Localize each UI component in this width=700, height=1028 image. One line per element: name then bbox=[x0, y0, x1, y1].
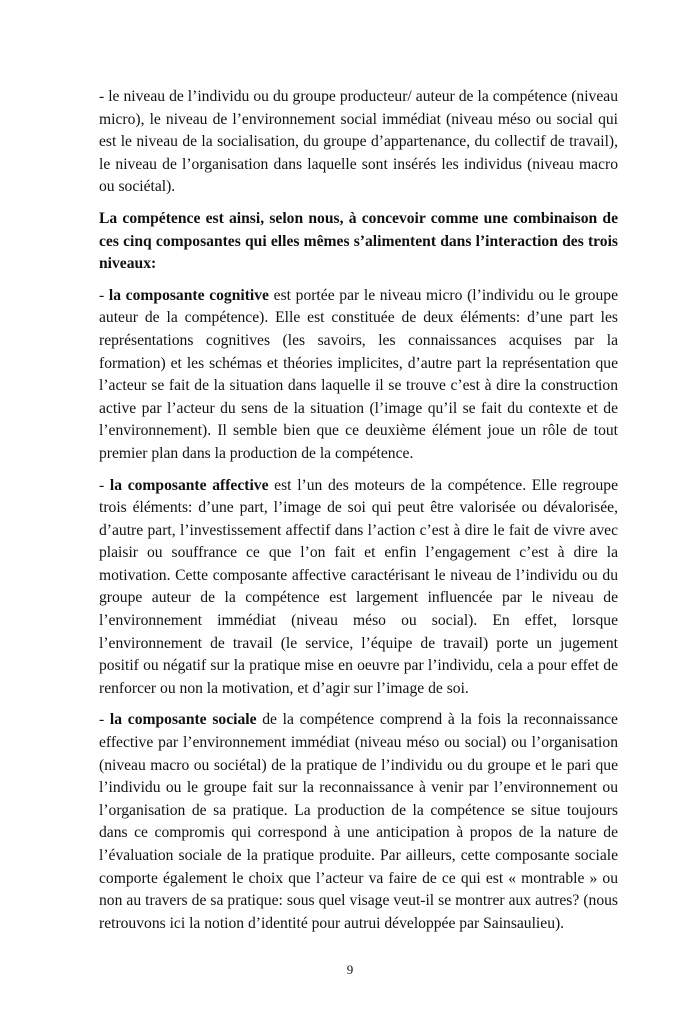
list-dash: - bbox=[99, 711, 110, 729]
paragraph-affective-component bbox=[99, 475, 618, 701]
list-dash: - bbox=[99, 286, 109, 304]
page-number: 9 bbox=[346, 962, 354, 977]
document-page bbox=[99, 86, 618, 944]
term-cognitive: la composante cognitive bbox=[108, 286, 269, 304]
term-affective: la composante affective bbox=[109, 476, 269, 494]
paragraph-body: est portée par le niveau micro (l’individu ou le groupe auteur de la compétence). Elle est constituée de deux éléments: d’une part les représentations cognitives (les savoirs, les connaissances acquises par la formation) et les schémas et théories implicites, d’autre part la représentation que l’acteur se fait de la situation dans laquelle il se trouve c’est à dire la construction active par l’acteur du sens de la situation (l’image qu’il se fait du contexte et de l’environnement). Il semble bien que ce deuxième élément joue un rôle de tout premier plan dans la production de la compétence. bbox=[99, 286, 618, 462]
paragraph-body: de la compétence comprend à la fois la reconnaissance effective par l’environnement immédiat (niveau méso ou social) ou l’organisation (niveau macro ou sociétal) de la pratique de l’individu ou du groupe et le pari que l’individu ou le groupe fait sur la reconnaissance à venir par l’environnement ou l’organisation de sa pratique. La production de la compétence se situe toujours dans ce compromis qui correspond à une anticipation à propos de la nature de l’évaluation sociale de la pratique produite. Par ailleurs, cette composante sociale comporte également le choix que l’acteur va faire de ce qui est « montrable » ou non au travers de sa pratique: sous quel visage veut-il se montrer aux autres? (nous retrouvons ici la notion d’identité pour autrui développée par Sainsaulieu). bbox=[99, 711, 618, 932]
paragraph-social-component bbox=[99, 709, 618, 935]
paragraph-body: est l’un des moteurs de la compétence. Elle regroupe trois éléments: d’une part, l’image de soi qui peut être valorisée ou dévalorisée, d’autre part, l’investissement affectif dans l’action c’est à dire le fait de vivre avec plaisir ou souffrance ce que l’on fait et enfin l’engagement c’est à dire la motivation. Cette composante affective caractérisant le niveau de l’individu ou du groupe auteur de la compétence est largement influencée par le niveau de l’environnement immédiat (niveau méso ou social). En effet, lorsque l’environnement de travail (le service, l’équipe de travail) porte un jugement positif ou négatif sur la pratique mise en oeuvre par l’individu, cela a pour effet de renforcer ou non la motivation, et d’agir sur l’image de soi. bbox=[99, 476, 618, 697]
term-social: la composante sociale bbox=[109, 711, 257, 729]
list-dash: - bbox=[99, 476, 110, 494]
paragraph-thesis: La compétence est ainsi, selon nous, à concevoir comme une combinaison de ces cinq composantes qui elles mêmes s’alimentent dans l’interaction des trois niveaux: bbox=[99, 209, 618, 273]
paragraph-levels-list: - le niveau de l’individu ou du groupe producteur/ auteur de la compétence (niveau micro), le niveau de l’environnement social immédiat (niveau méso ou social qui est le niveau de la socialisation, du groupe d’appartenance, du collectif de travail), le niveau de l’organisation dans laquelle sont insérés les individus (niveau macro ou sociétal). bbox=[99, 88, 618, 196]
paragraph-cognitive-component bbox=[99, 285, 618, 466]
